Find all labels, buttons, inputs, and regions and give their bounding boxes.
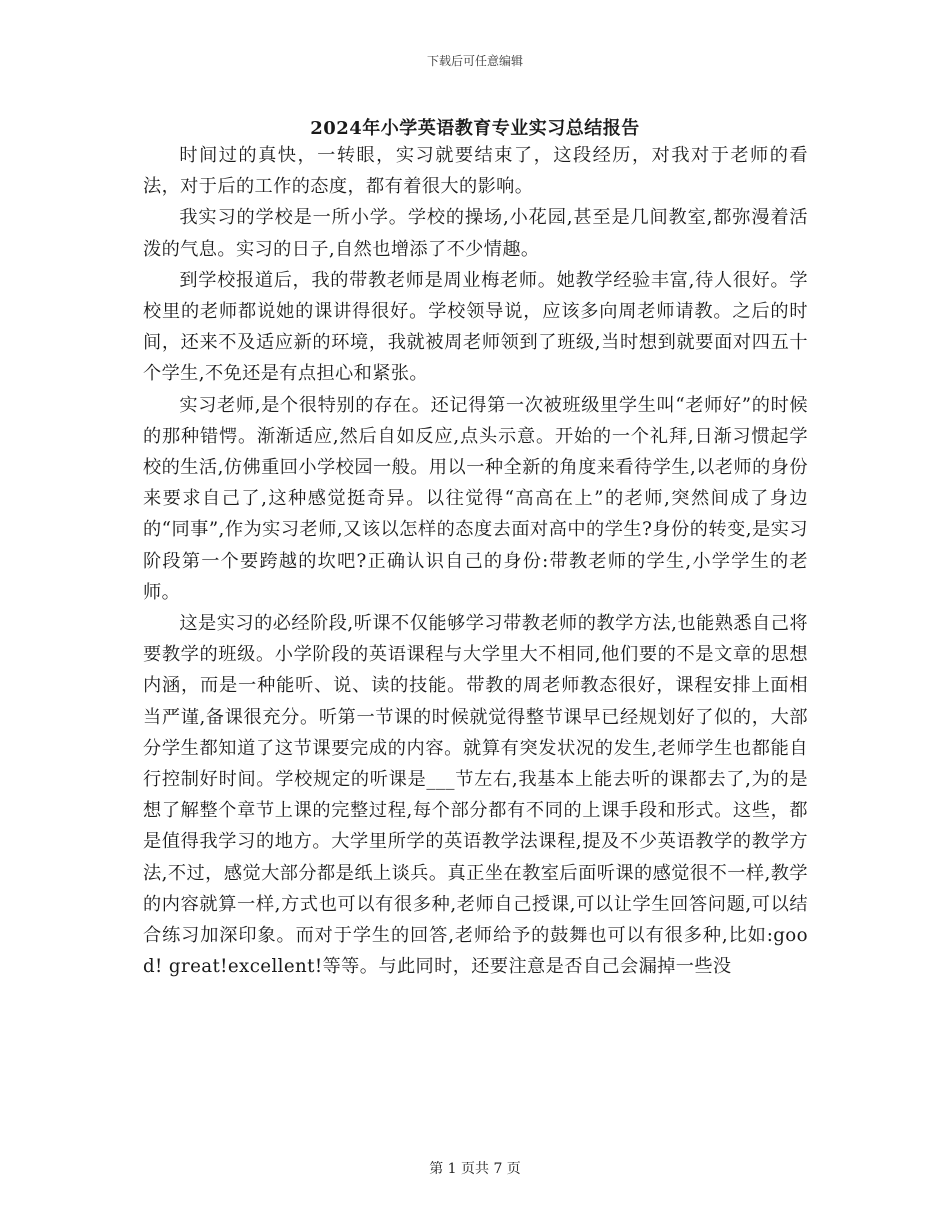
paragraph-3: 到学校报道后，我的带教老师是周业梅老师。她教学经验丰富,待人很好。学校里的老师都说她的课讲得很好。学校领导说，应该多向周老师请教。之后的时间，还来不及适应新的环境，我就被周老师领到了班级,当时想到就要面对四五十个学生,不免还是有点担心和紧张。 [143, 269, 808, 385]
paragraph-2: 我实习的学校是一所小学。学校的操场,小花园,甚至是几间教室,都弥漫着活泼的气息。实习的日子,自然也增添了不少情趣。 [143, 207, 808, 260]
paragraph-5: 这是实习的必经阶段,听课不仅能够学习带教老师的教学方法,也能熟悉自己将要教学的班级。小学阶段的英语课程与大学里大不相同,他们要的不是文章的思想内涵，而是一种能听、说、读的技能。带教的周老师教态很好，课程安排上面相当严谨,备课很充分。听第一节课的时候就觉得整节课早已经规划好了似的，大部分学生都知道了这节课要完成的内容。就算有突发状况的发生,老师学生也都能自行控制好时间。学校规定的听课是___节左右,我基本上能去听的课都去了,为的是想了解整个章节上课的完整过程,每个部分都有不同的上课手段和形式。这些，都是值得我学习的地方。大学里所学的英语教学法课程,提及不少英语教学的教学方法,不过，感觉大部分都是纸上谈兵。真正坐在教室后面听课的感觉很不一样,教学的内容就算一样,方式也可以有很多种,老师自己授课,可以让学生回答问题,可以结合练习加深印象。而对于学生的回答,老师给予的鼓舞也可以有很多种,比如:good! great!excellent!等等。与此同时，还要注意是否自己会漏掉一些没 [143, 613, 808, 978]
paragraph-4: 实习老师,是个很特别的存在。还记得第一次被班级里学生叫“老师好”的时候的那种错愕。渐渐适应,然后自如反应,点头示意。开始的一个礼拜,日渐习惯起学校的生活,仿佛重回小学校园一般。用以一种全新的角度来看待学生,以老师的身份来要求自己了,这种感觉挺奇异。以往觉得“高高在上”的老师,突然间成了身边的“同事”,作为实习老师,又该以怎样的态度去面对高中的学生?身份的转变,是实习阶段第一个要跨越的坎吧?正确认识自己的身份:带教老师的学生,小学学生的老师。 [143, 394, 808, 603]
document-body [143, 140, 808, 982]
page-number-footer: 第 1 页共 7 页 [429, 1161, 521, 1177]
document-title: 2024年小学英语教育专业实习总结报告 [310, 118, 640, 139]
page-header-note: 下载后可任意编辑 [426, 54, 523, 68]
paragraph-1: 时间过的真快，一转眼，实习就要结束了，这段经历，对我对于老师的看法，对于后的工作的态度，都有着很大的影响。 [143, 145, 808, 198]
